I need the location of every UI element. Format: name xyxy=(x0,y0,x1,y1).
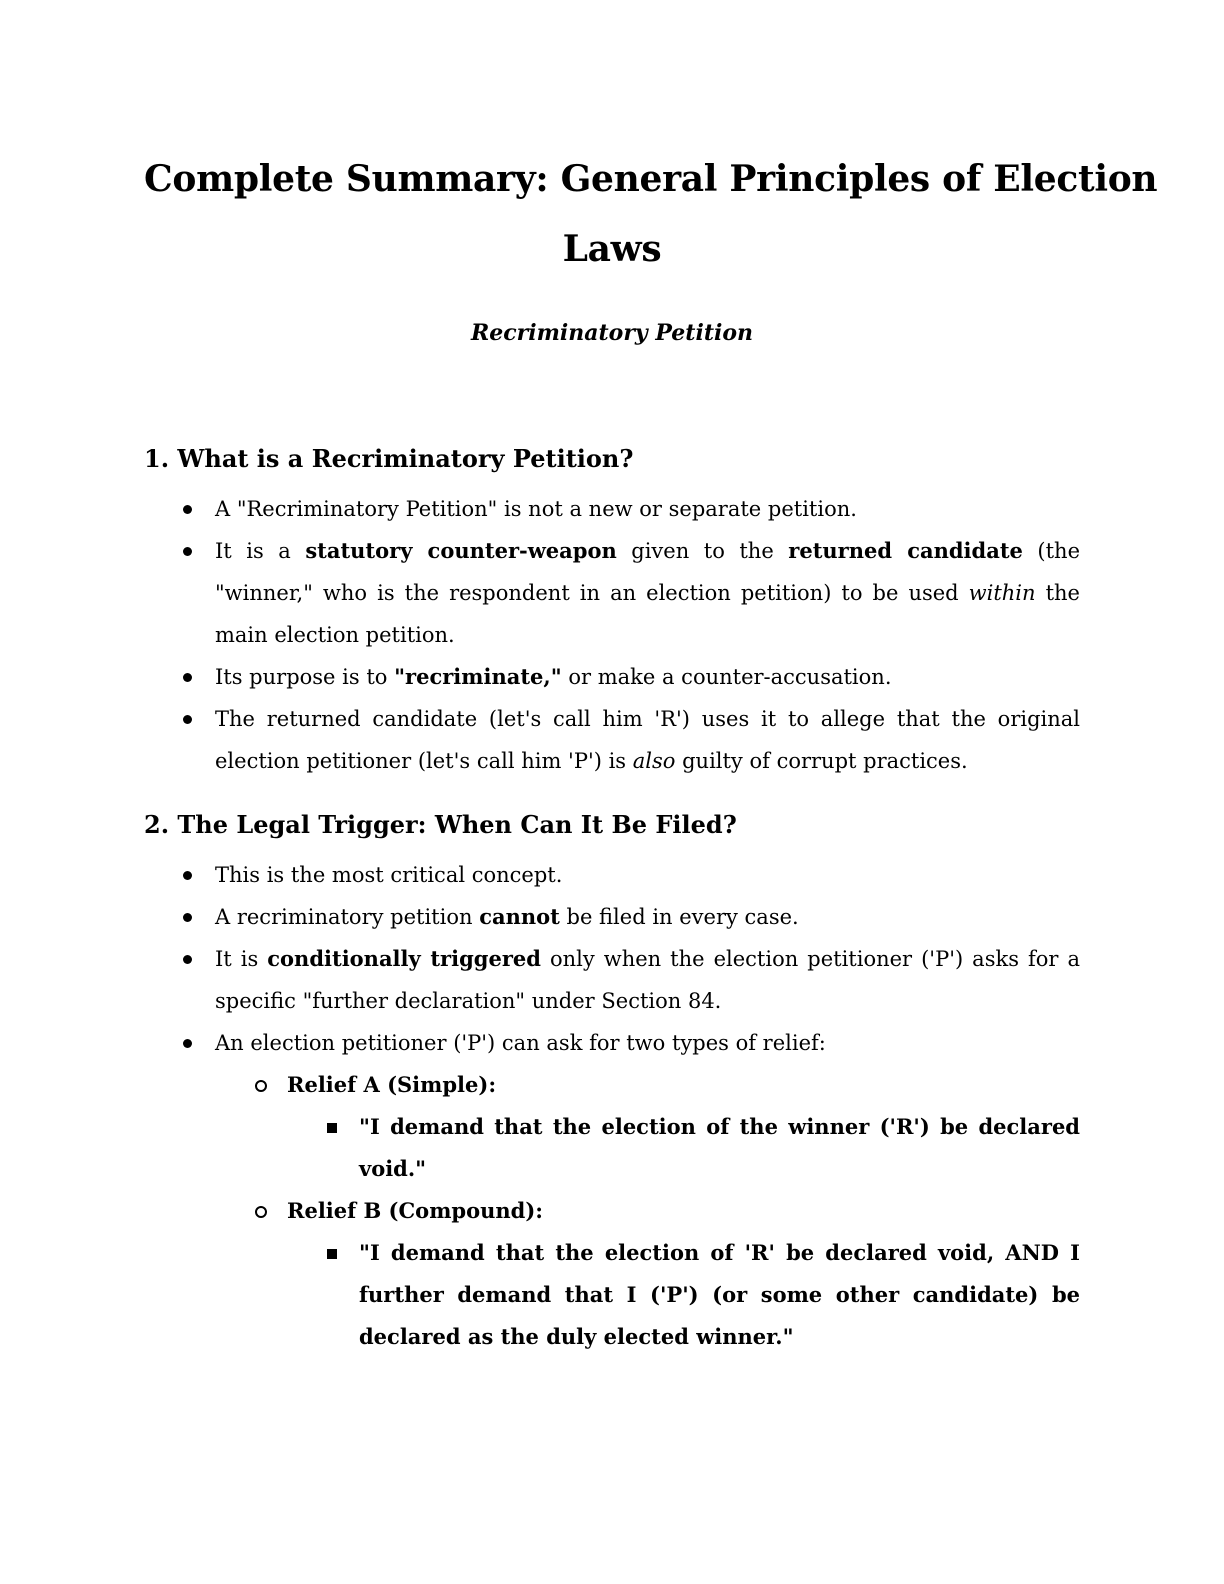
bullet-text xyxy=(215,530,1080,656)
bullet-text xyxy=(359,1232,1080,1358)
square-bullet-icon xyxy=(327,1106,359,1148)
text-segment: A recriminatory petition xyxy=(215,905,480,929)
section xyxy=(144,442,1080,782)
text-segment: given to the xyxy=(616,539,789,563)
circle-bullet-icon xyxy=(255,1064,287,1106)
bullet-item xyxy=(144,530,1080,656)
text-segment: statutory counter-weapon xyxy=(305,538,617,563)
section-heading: 1. What is a Recriminatory Petition? xyxy=(144,444,634,473)
bullet-item xyxy=(144,854,1080,896)
text-segment: A "Recriminatory Petition" is not a new or separate petition. xyxy=(215,497,857,521)
bullet-text xyxy=(215,896,1080,938)
bullet-text xyxy=(215,854,1080,896)
text-segment: (the "winner," who is the respondent in an election petition) to be used xyxy=(215,539,1080,605)
text-segment: be filed in every case. xyxy=(559,905,799,929)
text-segment: "I demand that the election of 'R' be declared void, AND I further demand that I ('P') (or some other candidate) be declared as the duly elected winner." xyxy=(359,1240,1080,1349)
text-segment: the main election petition. xyxy=(215,581,1080,647)
text-segment: returned candidate xyxy=(788,538,1023,563)
section xyxy=(144,808,1080,1358)
text-segment: only when the election petitioner ('P') asks for a specific "further declaration" under Section 84. xyxy=(215,947,1080,1013)
disc-bullet-icon xyxy=(183,656,215,698)
text-segment: It is xyxy=(215,947,268,971)
bullet-item xyxy=(144,698,1080,782)
disc-bullet-icon xyxy=(183,1022,215,1064)
bullet-item xyxy=(144,1064,1080,1106)
bullet-text xyxy=(287,1190,1080,1232)
bullet-item xyxy=(144,488,1080,530)
bullet-text xyxy=(287,1064,1080,1106)
text-segment: Relief A (Simple): xyxy=(287,1072,497,1097)
disc-bullet-icon xyxy=(183,938,215,980)
text-segment: conditionally triggered xyxy=(267,946,541,971)
bullet-item xyxy=(144,938,1080,1022)
bullet-text xyxy=(359,1106,1080,1190)
circle-bullet-icon xyxy=(255,1190,287,1232)
text-segment: An election petitioner ('P') can ask for two types of relief: xyxy=(215,1031,826,1055)
document-body xyxy=(144,442,1080,1358)
bullet-item xyxy=(144,1022,1080,1064)
bullet-item xyxy=(144,1190,1080,1232)
bullet-item xyxy=(144,896,1080,938)
text-segment: "I demand that the election of the winner ('R') be declared void." xyxy=(359,1114,1080,1181)
bullet-list xyxy=(144,488,1080,782)
disc-bullet-icon xyxy=(183,530,215,572)
bullet-list xyxy=(144,854,1080,1358)
disc-bullet-icon xyxy=(183,854,215,896)
page-title xyxy=(144,144,1158,284)
text-segment: "recriminate," xyxy=(394,664,562,689)
bullet-item xyxy=(144,1232,1080,1358)
text-segment: also xyxy=(632,749,676,773)
bullet-text xyxy=(215,656,1080,698)
text-segment: or make a counter-accusation. xyxy=(561,665,892,689)
page-title-line1: Complete Summary: General Principles of Election xyxy=(144,158,1158,200)
page-subtitle: Recriminatory Petition xyxy=(470,320,754,346)
text-segment: guilty of corrupt practices. xyxy=(675,749,968,773)
bullet-text xyxy=(215,1022,1080,1064)
text-segment: Its purpose is to xyxy=(215,665,395,689)
text-segment: This is the most critical concept. xyxy=(215,863,563,887)
bullet-text xyxy=(215,938,1080,1022)
square-bullet-icon xyxy=(327,1232,359,1274)
section-heading: 2. The Legal Trigger: When Can It Be Filed? xyxy=(144,810,737,839)
disc-bullet-icon xyxy=(183,488,215,530)
text-segment: within xyxy=(968,581,1036,605)
page-title-line2: Laws xyxy=(562,228,662,270)
bullet-text xyxy=(215,488,1080,530)
text-segment: Relief B (Compound): xyxy=(287,1198,544,1223)
disc-bullet-icon xyxy=(183,698,215,740)
text-segment: It is a xyxy=(215,539,306,563)
text-segment: The returned candidate (let's call him 'R') uses it to allege that the original election petitioner (let's call him 'P') is xyxy=(215,707,1080,773)
disc-bullet-icon xyxy=(183,896,215,938)
text-segment: cannot xyxy=(479,904,560,929)
bullet-text xyxy=(215,698,1080,782)
bullet-item xyxy=(144,1106,1080,1190)
bullet-item xyxy=(144,656,1080,698)
